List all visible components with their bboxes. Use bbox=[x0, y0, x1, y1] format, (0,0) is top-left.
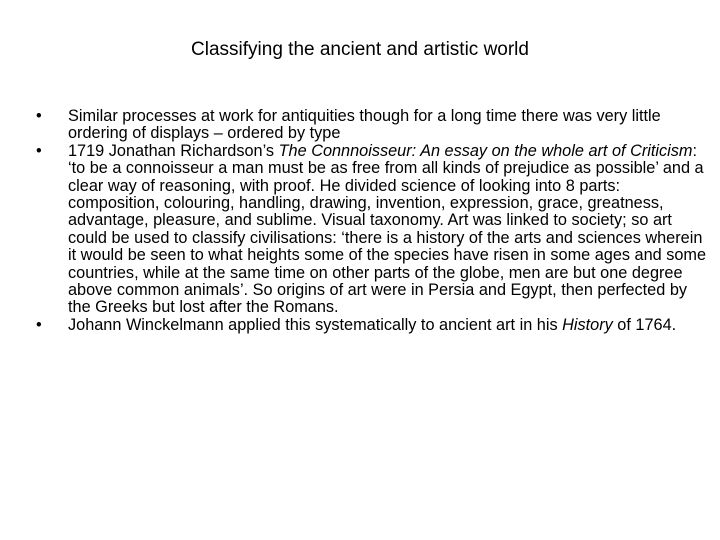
book-title-history: History bbox=[562, 315, 613, 334]
bullet-marker: • bbox=[36, 315, 42, 334]
bullet-text-1 bbox=[68, 108, 708, 143]
bullet-2-part-3: : ‘to be a connoisseur a man must be as free from all kinds of prejudice as possible’ and a clear way of reasoning, with proof. He divided science of looking into 8 parts: composition, colouring, handling, drawing, invention, expression, grace, greatness, advantage, pleasure, and sublime. Visual taxonomy. Art was linked to society; so art could be used to classify civilisations: ‘there is a history of the arts and sciences wherein it would be seen to what heights some of the species have risen in some ages and some countries, while at the same time on other parts of the globe, men are but one degree above common animals’. So origins of art were in Persia and Egypt, then perfected by the Greeks but lost after the Romans. bbox=[68, 141, 707, 317]
slide-title: Classifying the ancient and artistic world bbox=[191, 39, 529, 60]
bullet-list bbox=[36, 108, 708, 334]
bullet-2-part-1: 1719 Jonathan Richardson’s bbox=[68, 141, 279, 160]
bullet-3-part-1: Johann Winckelmann applied this systematically to ancient art in his bbox=[68, 315, 563, 334]
bullet-item-2 bbox=[36, 143, 708, 317]
bullet-text-2 bbox=[68, 143, 708, 317]
bullet-item-3 bbox=[36, 317, 708, 334]
bullet-text-3 bbox=[68, 317, 708, 334]
bullet-item-1 bbox=[36, 108, 708, 143]
bullet-marker: • bbox=[36, 141, 42, 160]
bullet-3-part-3: of 1764. bbox=[612, 315, 677, 334]
bullet-marker: • bbox=[36, 107, 42, 125]
book-title-connoisseur: The Connnoisseur: An essay on the whole art of Criticism bbox=[278, 141, 693, 160]
bullet-1-part-1: Similar processes at work for antiquities though for a long time there was very little ordering of displays – ordered by type bbox=[68, 107, 661, 143]
